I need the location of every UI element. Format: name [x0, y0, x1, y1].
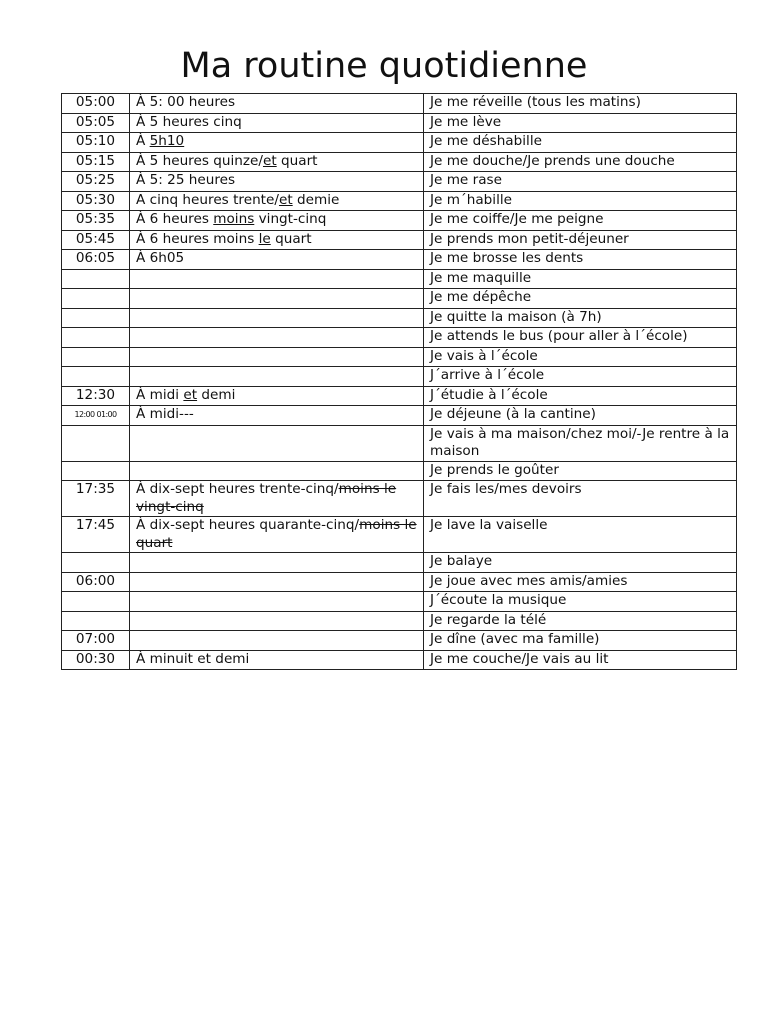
struck-text: moins le vingt-cinq [136, 481, 397, 515]
table-row [62, 269, 737, 289]
time-phrase-cell [130, 328, 424, 348]
activity-cell: Je me déshabille [424, 133, 737, 153]
table-row [62, 152, 737, 172]
time-phrase-cell [130, 347, 424, 367]
activity-cell: Je regarde la télé [424, 611, 737, 631]
underlined-text: et [183, 386, 198, 403]
time-cell [62, 269, 130, 289]
underlined-text: et [262, 152, 277, 169]
activity-cell: J´arrive à l´école [424, 367, 737, 387]
activity-cell: Je vais à l´école [424, 347, 737, 367]
phrase-text: vingt-cinq [254, 211, 327, 227]
time-cell [62, 425, 130, 461]
phrase-text: À midi--- [136, 406, 194, 422]
activity-cell: Je dîne (avec ma famille) [424, 631, 737, 651]
time-phrase-cell [130, 367, 424, 387]
routine-table [61, 93, 737, 670]
table-row [62, 461, 737, 481]
activity-cell: Je prends le goûter [424, 461, 737, 481]
time-phrase-cell [130, 308, 424, 328]
time-cell: 12:00 01:00 [62, 406, 130, 426]
time-cell [62, 328, 130, 348]
time-cell: 06:05 [62, 250, 130, 270]
time-cell [62, 347, 130, 367]
struck-text: moins le quart [136, 517, 417, 551]
time-phrase-cell [130, 406, 424, 426]
time-phrase-cell [130, 250, 424, 270]
routine-table-body [62, 94, 737, 670]
time-cell: 05:45 [62, 230, 130, 250]
table-row [62, 425, 737, 461]
time-cell: 05:15 [62, 152, 130, 172]
activity-cell: Je me réveille (tous les matins) [424, 94, 737, 114]
time-phrase-cell [130, 152, 424, 172]
activity-cell: Je me maquille [424, 269, 737, 289]
time-cell: 00:30 [62, 650, 130, 670]
phrase-text: À 6h05 [136, 250, 185, 266]
time-cell [62, 289, 130, 309]
table-row [62, 611, 737, 631]
page-title: Ma routine quotidienne [180, 46, 588, 86]
phrase-text: demi [197, 386, 236, 403]
table-row [62, 289, 737, 309]
activity-cell: Je me brosse les dents [424, 250, 737, 270]
activity-cell: Je quitte la maison (à 7h) [424, 308, 737, 328]
activity-cell: Je me dépêche [424, 289, 737, 309]
time-cell: 05:25 [62, 172, 130, 192]
time-cell: 05:00 [62, 94, 130, 114]
time-phrase-cell [130, 211, 424, 231]
time-cell: 17:35 [62, 481, 130, 517]
time-phrase-cell [130, 481, 424, 517]
activity-cell: Je me couche/Je vais au lit [424, 650, 737, 670]
time-phrase-cell [130, 425, 424, 461]
table-row [62, 481, 737, 517]
phrase-text: À midi [136, 386, 184, 403]
table-row [62, 517, 737, 553]
table-row [62, 94, 737, 114]
time-phrase-cell [130, 230, 424, 250]
table-row [62, 172, 737, 192]
table-row [62, 631, 737, 651]
activity-cell: J´écoute la musique [424, 592, 737, 612]
phrase-text: À 5 heures cinq [136, 113, 242, 130]
table-row [62, 328, 737, 348]
activity-cell: Je me coiffe/Je me peigne [424, 211, 737, 231]
phrase-text: À [136, 133, 150, 149]
activity-cell: Je me lève [424, 113, 737, 133]
time-phrase-cell [130, 611, 424, 631]
underlined-text: moins [213, 211, 255, 227]
time-phrase-cell [130, 113, 424, 133]
activity-cell: Je m´habille [424, 191, 737, 211]
time-phrase-cell [130, 553, 424, 573]
time-cell: 05:05 [62, 113, 130, 133]
time-cell [62, 367, 130, 387]
table-row [62, 250, 737, 270]
table-row [62, 211, 737, 231]
table-row [62, 386, 737, 406]
activity-cell: Je prends mon petit-déjeuner [424, 230, 737, 250]
phrase-text: À 5: 00 heures [136, 94, 236, 110]
time-phrase-cell [130, 269, 424, 289]
time-cell: 05:35 [62, 211, 130, 231]
table-row [62, 191, 737, 211]
phrase-text: quart [276, 152, 318, 169]
activity-cell: Je me rase [424, 172, 737, 192]
time-cell [62, 461, 130, 481]
time-cell: 06:00 [62, 572, 130, 592]
time-cell: 07:00 [62, 631, 130, 651]
activity-cell: Je fais les/mes devoirs [424, 481, 737, 517]
time-cell [62, 592, 130, 612]
time-phrase-cell [130, 572, 424, 592]
time-cell [62, 308, 130, 328]
phrase-text: À dix-sept heures quarante-cinq/ [136, 517, 360, 533]
underlined-text: et [278, 191, 293, 208]
time-phrase-cell [130, 650, 424, 670]
table-row [62, 113, 737, 133]
time-phrase-cell [130, 592, 424, 612]
time-phrase-cell [130, 191, 424, 211]
table-row [62, 347, 737, 367]
table-row [62, 367, 737, 387]
activity-cell: Je lave la vaiselle [424, 517, 737, 553]
time-phrase-cell [130, 631, 424, 651]
table-row [62, 406, 737, 426]
phrase-text: À 5: 25 heures [136, 172, 236, 188]
table-row [62, 133, 737, 153]
time-phrase-cell [130, 94, 424, 114]
time-cell [62, 611, 130, 631]
phrase-text: À 6 heures [136, 211, 214, 227]
time-phrase-cell [130, 289, 424, 309]
phrase-text: À 6 heures moins [136, 230, 259, 247]
activity-cell: Je me douche/Je prends une douche [424, 152, 737, 172]
activity-cell: J´étudie à l´école [424, 386, 737, 406]
table-row [62, 553, 737, 573]
time-cell [62, 553, 130, 573]
activity-cell: Je joue avec mes amis/amies [424, 572, 737, 592]
table-row [62, 572, 737, 592]
activity-cell: Je attends le bus (pour aller à l´école) [424, 328, 737, 348]
phrase-text: A cinq heures trente/ [136, 191, 279, 208]
table-row [62, 230, 737, 250]
activity-cell: Je balaye [424, 553, 737, 573]
time-phrase-cell [130, 133, 424, 153]
phrase-text: demie [292, 191, 340, 208]
time-cell: 05:10 [62, 133, 130, 153]
activity-cell: Je déjeune (à la cantine) [424, 406, 737, 426]
time-cell: 12:30 [62, 386, 130, 406]
time-phrase-cell [130, 461, 424, 481]
underlined-text: le [258, 230, 271, 247]
time-cell: 05:30 [62, 191, 130, 211]
time-phrase-cell [130, 517, 424, 553]
underlined-text: 5h10 [149, 133, 185, 149]
phrase-text: À 5 heures quinze/ [136, 152, 263, 169]
table-row [62, 650, 737, 670]
phrase-text: quart [270, 230, 312, 247]
time-phrase-cell [130, 172, 424, 192]
phrase-text: À minuit et demi [136, 650, 250, 667]
table-row [62, 592, 737, 612]
activity-cell: Je vais à ma maison/chez moi/-Je rentre à la maison [424, 425, 737, 461]
phrase-text: À dix-sept heures trente-cinq/ [136, 481, 339, 497]
time-phrase-cell [130, 386, 424, 406]
table-row [62, 308, 737, 328]
time-cell: 17:45 [62, 517, 130, 553]
